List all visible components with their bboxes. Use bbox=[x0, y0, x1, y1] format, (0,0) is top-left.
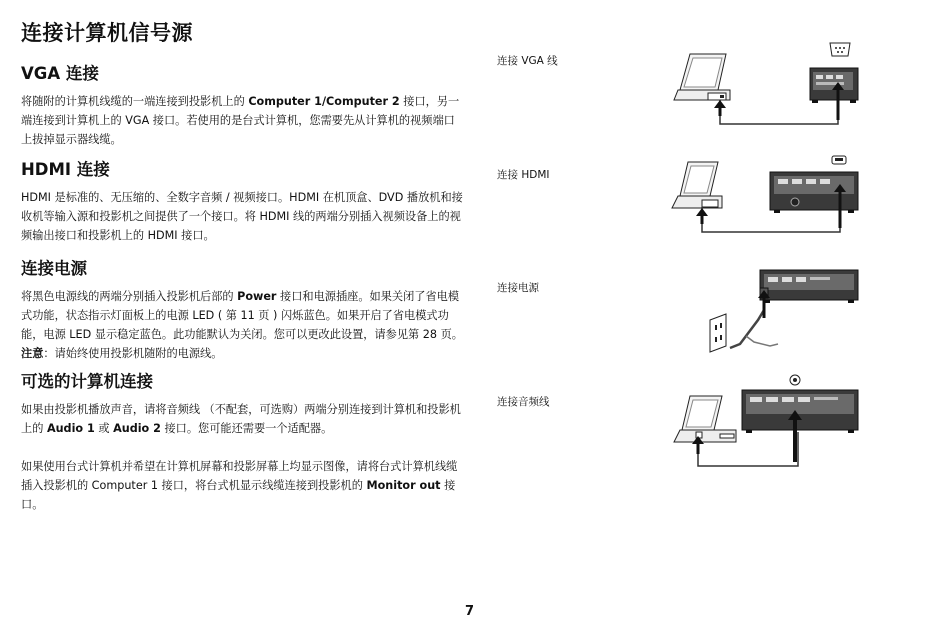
section-vga bbox=[21, 60, 466, 149]
optional-text-5: 接口。 bbox=[21, 479, 456, 511]
wall-outlet-icon bbox=[710, 314, 726, 352]
power-connection-illustration bbox=[700, 268, 860, 358]
audio-jack-icon bbox=[790, 375, 800, 385]
optional-audio1: Audio 1 bbox=[46, 422, 95, 435]
audio-port-icon bbox=[696, 432, 702, 438]
projector-icon bbox=[760, 270, 858, 303]
caption-vga: 连接 VGA 线 bbox=[497, 55, 558, 67]
power-text-2: 接口和电源插座。如果关闭了省电模式功能，状态指示灯面板上的电源 LED ( 第 11 页 ) 闪烁蓝色。如果开启了省电模式功能，电源 LED 显示稳定蓝色。此功能默认为关闭。您可以更改此设置，请参见第 28 页。 bbox=[21, 290, 463, 341]
vga-text-2: 接口，另一端连接到计算机上的 VGA 接口。若使用的是台式计算机，您需要先从计算机的视频端口上拔掉显示器线缆。 bbox=[21, 95, 460, 146]
vga-cable bbox=[720, 100, 838, 124]
hdmi-connection-illustration bbox=[660, 150, 860, 245]
optional-heading: 可选的计算机连接 bbox=[21, 372, 153, 391]
optional-audio2: Audio 2 bbox=[113, 422, 161, 435]
hdmi-connector-icon bbox=[832, 156, 846, 164]
vga-paragraph bbox=[21, 92, 466, 149]
page-title: 连接计算机信号源 bbox=[21, 21, 193, 45]
section-optional bbox=[21, 368, 466, 514]
vga-heading: VGA 连接 bbox=[21, 64, 99, 83]
hdmi-cable bbox=[702, 207, 840, 232]
caption-audio: 连接音频线 bbox=[497, 396, 550, 408]
power-text-bold: Power bbox=[237, 290, 277, 303]
section-power bbox=[21, 255, 466, 363]
section-hdmi bbox=[21, 156, 466, 245]
optional-paragraph-2 bbox=[21, 457, 466, 514]
power-note-label: 注意 bbox=[21, 347, 44, 360]
vga-connection-illustration bbox=[660, 40, 860, 135]
vga-text-1: 将随附的计算机线缆的一端连接到投影机上的 bbox=[21, 95, 249, 108]
caption-power: 连接电源 bbox=[497, 282, 539, 294]
hdmi-port-icon bbox=[702, 200, 718, 207]
caption-hdmi: 连接 HDMI bbox=[497, 169, 550, 181]
optional-paragraph-1 bbox=[21, 400, 466, 438]
optional-monitor-out: Monitor out bbox=[366, 479, 441, 492]
projector-icon bbox=[770, 172, 858, 213]
hdmi-paragraph: HDMI 是标准的、无压缩的、全数字音频 / 视频接口。HDMI 在机顶盒、DVD 播放机和接收机等输入源和投影机之间提供了一个接口。将 HDMI 线的两端分别插入视频设备上的视频输出接口和投影机上的 HDMI 接口。 bbox=[21, 191, 463, 242]
audio-connection-illustration bbox=[660, 372, 860, 472]
optional-text-1: 如果由投影机播放声音，请将音频线 （不配套，可选购）两端分别连接到计算机和投影机上的 bbox=[21, 403, 461, 435]
hdmi-heading: HDMI 连接 bbox=[21, 160, 110, 179]
vga-text-bold: Computer 1/Computer 2 bbox=[248, 95, 400, 108]
power-paragraph bbox=[21, 287, 466, 363]
power-cable bbox=[730, 298, 764, 348]
optional-text-4: 如果使用台式计算机并希望在计算机屏幕和投影屏幕上均显示图像，请将台式计算机线缆插入投影机的 Computer 1 接口，将台式机显示线缆连接到投影机的 bbox=[21, 460, 458, 492]
page-number: 7 bbox=[465, 604, 475, 619]
optional-text-2: 或 bbox=[94, 422, 114, 435]
optional-text-3: 接口。您可能还需要一个适配器。 bbox=[160, 422, 333, 435]
power-heading: 连接电源 bbox=[21, 259, 87, 278]
vga-connector-icon bbox=[830, 43, 850, 56]
projector-icon bbox=[742, 390, 858, 433]
power-text-3: ：请始终使用投影机随附的电源线。 bbox=[43, 347, 223, 360]
power-text-1: 将黑色电源线的两端分别插入投影机后部的 bbox=[21, 290, 238, 303]
projector-icon bbox=[810, 68, 858, 103]
